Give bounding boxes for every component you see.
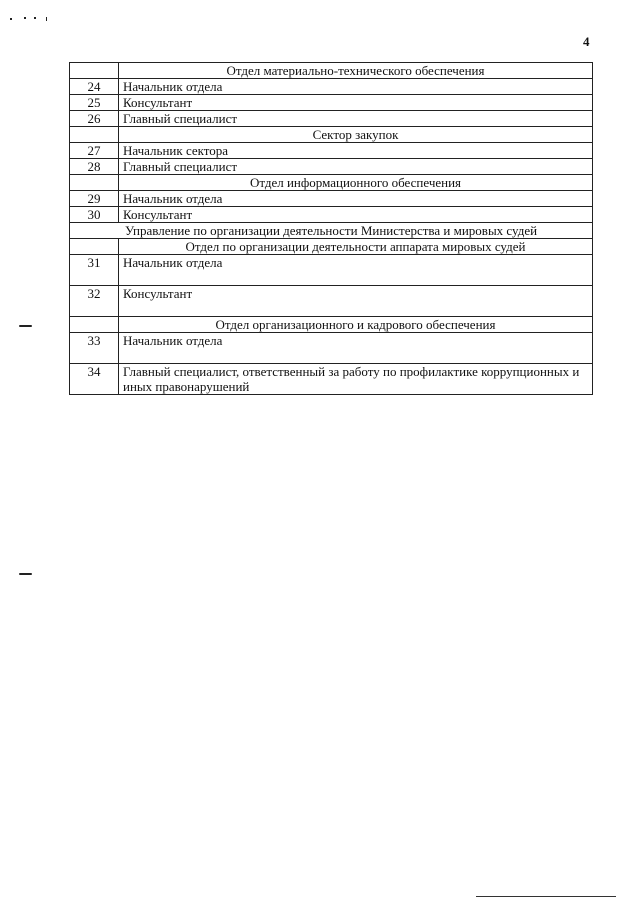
position-cell: Главный специалист	[119, 159, 593, 175]
table-row	[70, 95, 593, 111]
number-cell: 24	[70, 79, 119, 95]
footer-rule	[476, 896, 616, 897]
binding-hole-mark	[19, 325, 32, 327]
position-cell: Главный специалист	[119, 111, 593, 127]
number-cell	[70, 239, 119, 255]
binding-hole-mark	[19, 573, 32, 575]
section-heading: Сектор закупок	[119, 127, 593, 143]
table-row	[70, 223, 593, 239]
scan-mark	[10, 18, 12, 20]
scan-mark	[34, 17, 36, 19]
page-number: 4	[583, 34, 590, 49]
section-heading: Отдел информационного обеспечения	[119, 175, 593, 191]
position-cell: Консультант	[119, 95, 593, 111]
number-cell: 30	[70, 207, 119, 223]
table-row	[70, 175, 593, 191]
number-cell: 27	[70, 143, 119, 159]
section-heading: Отдел материально-технического обеспечения	[119, 63, 593, 79]
position-cell: Начальник сектора	[119, 143, 593, 159]
table-row	[70, 255, 593, 286]
table-row	[70, 333, 593, 364]
number-cell: 25	[70, 95, 119, 111]
section-heading: Отдел организационного и кадрового обеспечения	[119, 317, 593, 333]
table-row	[70, 143, 593, 159]
table-row	[70, 127, 593, 143]
department-heading: Управление по организации деятельности Министерства и мировых судей	[70, 223, 593, 239]
position-cell: Главный специалист, ответственный за работу по профилактике коррупционных и иных правонарушений	[119, 364, 593, 395]
table-row	[70, 239, 593, 255]
positions-table	[69, 62, 593, 395]
table-row	[70, 111, 593, 127]
number-cell: 32	[70, 286, 119, 317]
number-cell: 31	[70, 255, 119, 286]
position-cell: Начальник отдела	[119, 79, 593, 95]
number-cell	[70, 317, 119, 333]
table-row	[70, 191, 593, 207]
number-cell: 33	[70, 333, 119, 364]
position-cell: Начальник отдела	[119, 333, 593, 364]
table-row	[70, 159, 593, 175]
position-cell: Консультант	[119, 286, 593, 317]
table-row	[70, 364, 593, 395]
section-heading: Отдел по организации деятельности аппарата мировых судей	[119, 239, 593, 255]
table-row	[70, 286, 593, 317]
number-cell: 29	[70, 191, 119, 207]
scan-mark	[24, 17, 26, 19]
number-cell: 26	[70, 111, 119, 127]
position-cell: Начальник отдела	[119, 191, 593, 207]
number-cell	[70, 127, 119, 143]
position-cell: Начальник отдела	[119, 255, 593, 286]
position-cell: Консультант	[119, 207, 593, 223]
number-cell: 34	[70, 364, 119, 395]
table-row	[70, 317, 593, 333]
number-cell	[70, 175, 119, 191]
number-cell: 28	[70, 159, 119, 175]
table-row	[70, 207, 593, 223]
scan-mark	[46, 17, 47, 21]
table-row	[70, 63, 593, 79]
table-row	[70, 79, 593, 95]
number-cell	[70, 63, 119, 79]
